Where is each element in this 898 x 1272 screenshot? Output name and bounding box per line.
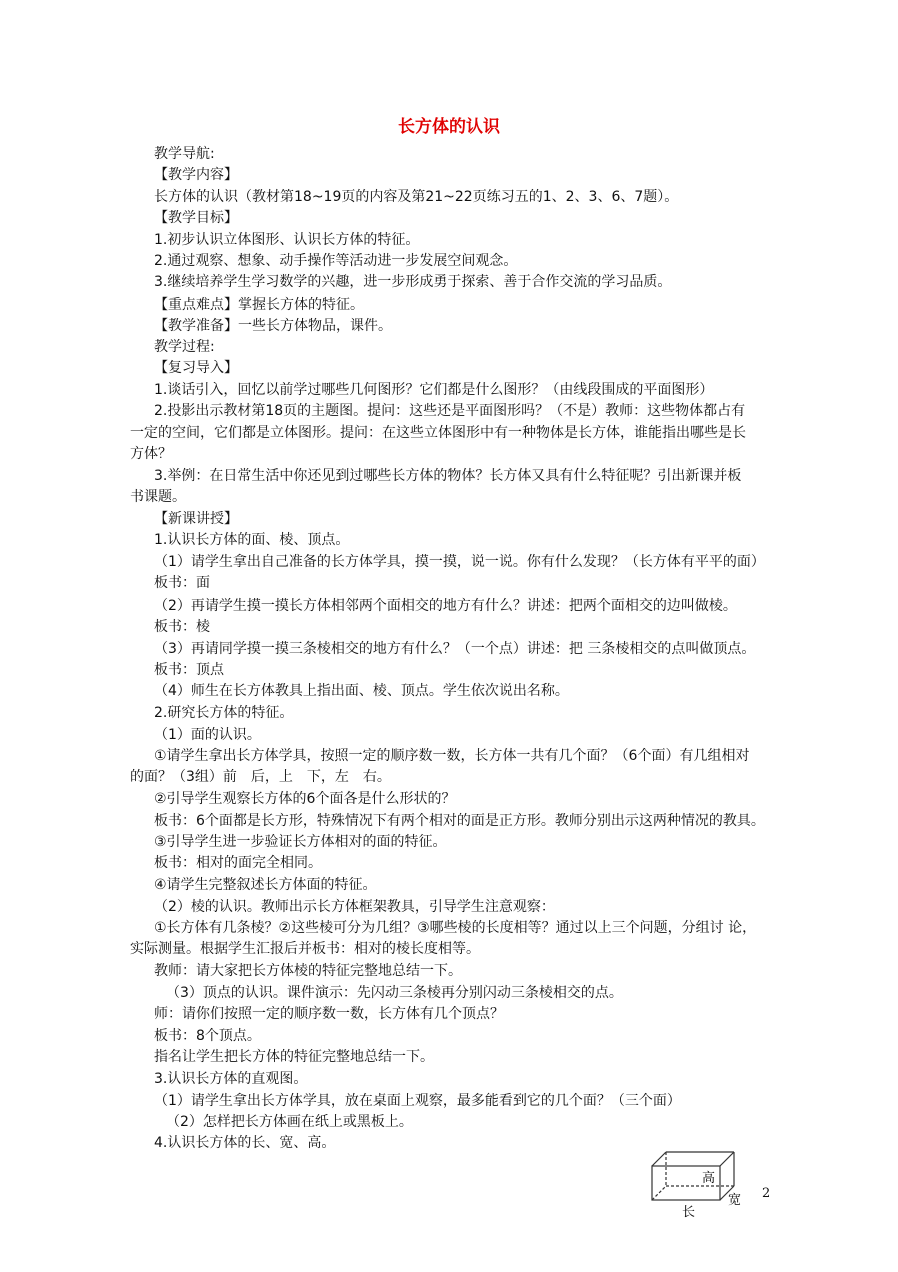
body-line: （1）面的认识。 <box>154 727 261 743</box>
body-line: 板书：面 <box>154 575 210 591</box>
body-line: 3.继续培养学生学习数学的兴趣，进一步形成勇于探索、善于合作交流的学习品质。 <box>154 274 672 290</box>
body-line: 2.投影出示教材第18页的主题图。提问：这些还是平面图形吗？（不是）教师：这些物体都占有 <box>154 403 746 419</box>
body-line: 长方体的认识（教材第18~19页的内容及第21~22页练习五的1、2、3、6、7题）。 <box>154 189 679 205</box>
body-line: 1.谈话引入，回忆以前学过哪些几何图形？它们都是什么图形？（由线段围成的平面图形） <box>154 382 714 398</box>
body-line: （4）师生在长方体教具上指出面、棱、顶点。学生依次说出名称。 <box>154 683 569 699</box>
body-line: 板书：8个顶点。 <box>154 1028 261 1044</box>
body-line: 板书：棱 <box>154 619 210 635</box>
label-width: 宽 <box>728 1193 742 1208</box>
body-line: ①请学生拿出长方体学具，按照一定的顺序数一数，长方体一共有几个面？（6个面）有几组相对 <box>154 748 750 764</box>
body-line: 【教学目标】 <box>154 210 238 226</box>
body-line: 板书：顶点 <box>154 662 224 678</box>
body-line: 方体？ <box>130 446 172 462</box>
body-line: 【教学内容】 <box>154 167 238 183</box>
body-line: 1.认识长方体的面、棱、顶点。 <box>154 532 350 548</box>
body-line: 教学过程: <box>154 339 215 355</box>
body-line: （2）棱的认识。教师出示长方体框架教具，引导学生注意观察： <box>154 899 555 915</box>
body-line: 1.初步认识立体图形、认识长方体的特征。 <box>154 232 420 248</box>
body-line: ①长方体有几条棱？②这些棱可分为几组？③哪些棱的长度相等？通过以上三个问题，分组讨 论， <box>154 920 757 936</box>
label-height: 高 <box>702 1171 716 1186</box>
page-number: 2 <box>762 1186 771 1201</box>
cuboid-diagram <box>648 1148 748 1220</box>
body-line: 2.研究长方体的特征。 <box>154 705 294 721</box>
body-line: 教学导航: <box>154 146 215 162</box>
body-line: ④请学生完整叙述长方体面的特征。 <box>154 877 377 893</box>
body-line: 【重点难点】掌握长方体的特征。 <box>154 297 364 313</box>
body-line: 3.认识长方体的直观图。 <box>154 1071 308 1087</box>
body-line: 的面？（3组）前 后，上 下，左 右。 <box>130 769 391 785</box>
body-line: ③引导学生进一步验证长方体相对的面的特征。 <box>154 834 447 850</box>
body-line: （2）再请学生摸一摸长方体相邻两个面相交的地方有什么？讲述：把两个面相交的边叫做棱。 <box>154 598 737 614</box>
body-line: 2.通过观察、想象、动手操作等活动进一步发展空间观念。 <box>154 253 518 269</box>
body-line: （1）请学生拿出长方体学具，放在桌面上观察，最多能看到它的几个面？（三个面） <box>154 1093 681 1109</box>
body-line: 【教学准备】一些长方体物品，课件。 <box>154 318 392 334</box>
body-line: 实际测量。根据学生汇报后并板书：相对的棱长度相等。 <box>130 941 480 957</box>
body-line: （3）顶点的认识。课件演示：先闪动三条棱再分别闪动三条棱相交的点。 <box>166 985 623 1001</box>
body-line: 【新课讲授】 <box>154 511 238 527</box>
document-title: 长方体的认识 <box>398 117 500 137</box>
body-line: 一定的空间，它们都是立体图形。提问：在这些立体图形中有一种物体是长方体，谁能指出哪些是长 <box>130 425 746 441</box>
label-length: 长 <box>682 1205 696 1220</box>
body-line: ②引导学生观察长方体的6个面各是什么形状的？ <box>154 791 456 807</box>
body-line: 【复习导入】 <box>154 360 238 376</box>
body-line: 指名让学生把长方体的特征完整地总结一下。 <box>154 1049 434 1065</box>
body-line: 板书：6个面都是长方形，特殊情况下有两个相对的面是正方形。教师分别出示这两种情况的教具。 <box>154 813 765 829</box>
body-line: 板书：相对的面完全相同。 <box>154 855 322 871</box>
body-line: （2）怎样把长方体画在纸上或黑板上。 <box>166 1114 413 1130</box>
body-line: （1）请学生拿出自己准备的长方体学具，摸一摸，说一说。你有什么发现？（长方体有平平的面） <box>154 554 765 570</box>
body-line: 3.举例：在日常生活中你还见到过哪些长方体的物体？长方体又具有什么特征呢？引出新课并板 <box>154 468 742 484</box>
body-line: 书课题。 <box>130 489 186 505</box>
body-line: 师：请你们按照一定的顺序数一数，长方体有几个顶点？ <box>154 1006 504 1022</box>
body-line: 教师：请大家把长方体棱的特征完整地总结一下。 <box>154 963 462 979</box>
body-line: （3）再请同学摸一摸三条棱相交的地方有什么？（一个点）讲述：把 三条棱相交的点叫做顶点。 <box>154 641 756 657</box>
body-line: 4.认识长方体的长、宽、高。 <box>154 1135 336 1151</box>
